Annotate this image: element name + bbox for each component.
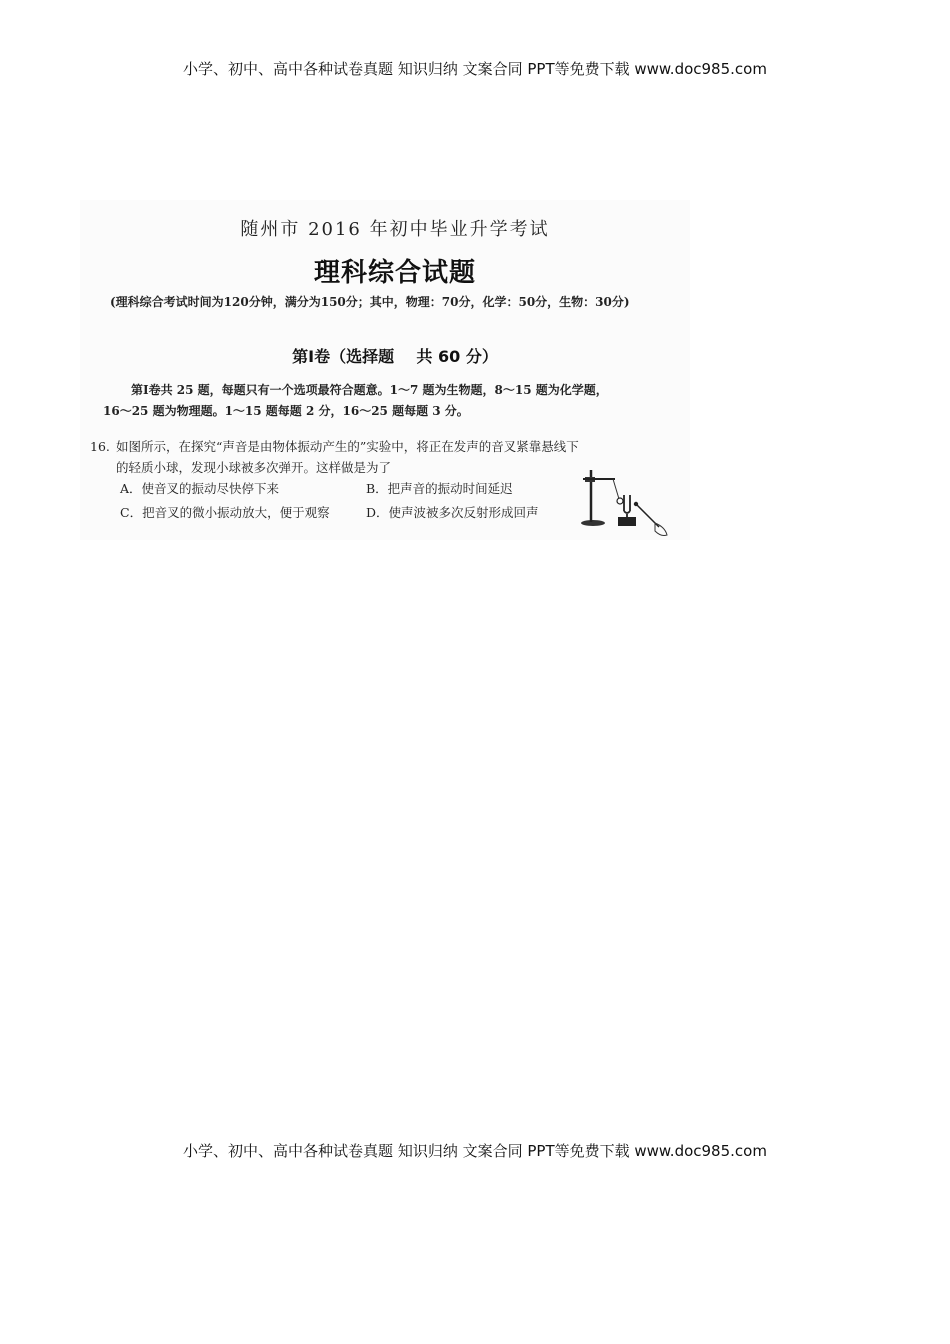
question-stem <box>90 436 690 457</box>
intro-line: 第Ⅰ卷共 25 题，每题只有一个选项最符合题意。1～7 题为生物题，8～15 题为化学题， <box>131 383 608 397</box>
top-banner: 小学、初中、高中各种试卷真题 知识归纳 文案合同 PPT等免费下载 www.doc985.com <box>183 60 767 78</box>
section-title: 第Ⅰ卷（选择题 共 60 分） <box>292 347 498 366</box>
question-stem-line: 的轻质小球，发现小球被多次弹开。这样做是为了 <box>116 460 392 475</box>
intro-line: 16～25 题为物理题。1～15 题每题 2 分，16～25 题每题 3 分。 <box>103 404 469 418</box>
tuning-fork-pendulum-icon <box>575 465 675 540</box>
section-intro <box>103 380 703 422</box>
question-stem-line: 如图所示，在探究“声音是由物体振动产生的”实验中，将正在发声的音叉紧靠悬线下 <box>116 439 579 454</box>
option-b: B．把声音的振动时间延迟 <box>366 481 513 496</box>
question-number: 16. <box>90 439 110 454</box>
option-c: C．把音叉的微小振动放大，便于观察 <box>120 505 330 520</box>
bottom-banner: 小学、初中、高中各种试卷真题 知识归纳 文案合同 PPT等免费下载 www.doc985.com <box>183 1142 767 1160</box>
exam-title: 随州市 2016 年初中毕业升学考试 <box>240 219 550 240</box>
option-d: D．使声波被多次反射形成回声 <box>366 505 539 520</box>
subject-title: 理科综合试题 <box>313 258 476 288</box>
option-a: A．使音叉的振动尽快停下来 <box>120 481 280 496</box>
exam-time-note: (理科综合考试时间为120分钟，满分为150分；其中，物理：70分，化学：50分，生物：30分) <box>110 295 630 309</box>
